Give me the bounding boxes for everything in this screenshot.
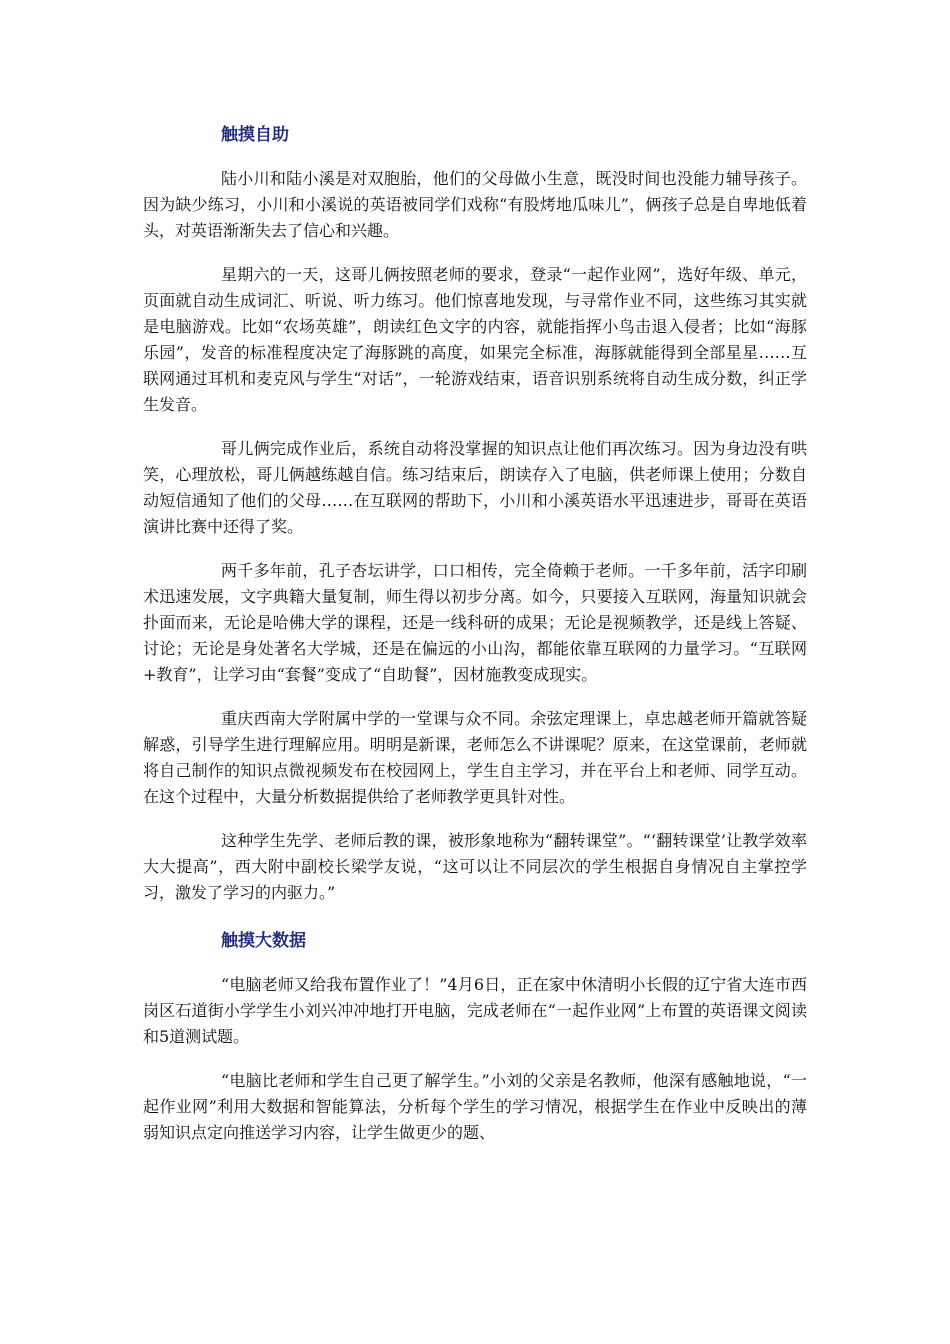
paragraph: 哥儿俩完成作业后，系统自动将没掌握的知识点让他们再次练习。因为身边没有哄笑，心理放松，哥儿俩越练越自信。练习结束后，朗读存入了电脑，供老师课上使用；分数自动短信通知了他们的父母……在互联网的帮助下，小川和小溪英语水平迅速进步，哥哥在英语演讲比赛中还得了奖。: [143, 439, 807, 536]
paragraph: “电脑比老师和学生自己更了解学生。”小刘的父亲是名教师，他深有感触地说，“一起作业网”利用大数据和智能算法，分析每个学生的学习情况，根据学生在作业中反映出的薄弱知识点定向推送学习内容，让学生做更少的题、: [143, 1071, 807, 1142]
paragraph: “电脑老师又给我布置作业了！”4月6日，正在家中休清明小长假的辽宁省大连市西岗区石道街小学学生小刘兴冲冲地打开电脑，完成老师在“一起作业网”上布置的英语课文阅读和5道测试题。: [143, 975, 807, 1046]
paragraph: 陆小川和陆小溪是对双胞胎，他们的父母做小生意，既没时间也没能力辅导孩子。因为缺少练习，小川和小溪说的英语被同学们戏称“有股烤地瓜味儿”，俩孩子总是自卑地低着头，对英语渐渐失去了信心和兴趣。: [143, 169, 807, 240]
paragraph: 星期六的一天，这哥儿俩按照老师的要求，登录“一起作业网”，选好年级、单元，页面就自动生成词汇、听说、听力练习。他们惊喜地发现，与寻常作业不同，这些练习其实就是电脑游戏。比如“农场英雄”，朗读红色文字的内容，就能指挥小鸟击退入侵者；比如“海豚乐园”，发音的标准程度决定了海豚跳的高度，如果完全标准，海豚就能得到全部星星……互联网通过耳机和麦克风与学生“对话”，一轮游戏结束，语音识别系统将自动生成分数，纠正学生发音。: [143, 265, 807, 414]
article-body: [143, 118, 807, 1146]
section-title-touch-self-service: 触摸自助: [221, 125, 289, 145]
paragraph: 两千多年前，孔子杏坛讲学，口口相传，完全倚赖于老师。一千多年前，活字印刷术迅速发展，文字典籍大量复制，师生得以初步分离。如今，只要接入互联网，海量知识就会扑面而来，无论是哈佛大学的课程，还是一线科研的成果；无论是视频教学，还是线上答疑、讨论；无论是身处著名大学城，还是在偏远的小山沟，都能依靠互联网的力量学习。“互联网+教育”，让学习由“套餐”变成了“自助餐”，因材施教变成现实。: [143, 561, 807, 684]
paragraph: 这种学生先学、老师后教的课，被形象地称为“翻转课堂”。“‘翻转课堂’让教学效率大大提高”，西大附中副校长梁学友说，“这可以让不同层次的学生根据自身情况自主掌控学习，激发了学习的内驱力。”: [143, 831, 807, 902]
section-title-touch-big-data: 触摸大数据: [221, 931, 306, 951]
paragraph: 重庆西南大学附属中学的一堂课与众不同。余弦定理课上，卓忠越老师开篇就答疑解惑，引导学生进行理解应用。明明是新课，老师怎么不讲课呢？原来，在这堂课前，老师就将自己制作的知识点微视频发布在校园网上，学生自主学习，并在平台上和老师、同学互动。在这个过程中，大量分析数据提供给了老师教学更具针对性。: [143, 709, 807, 806]
